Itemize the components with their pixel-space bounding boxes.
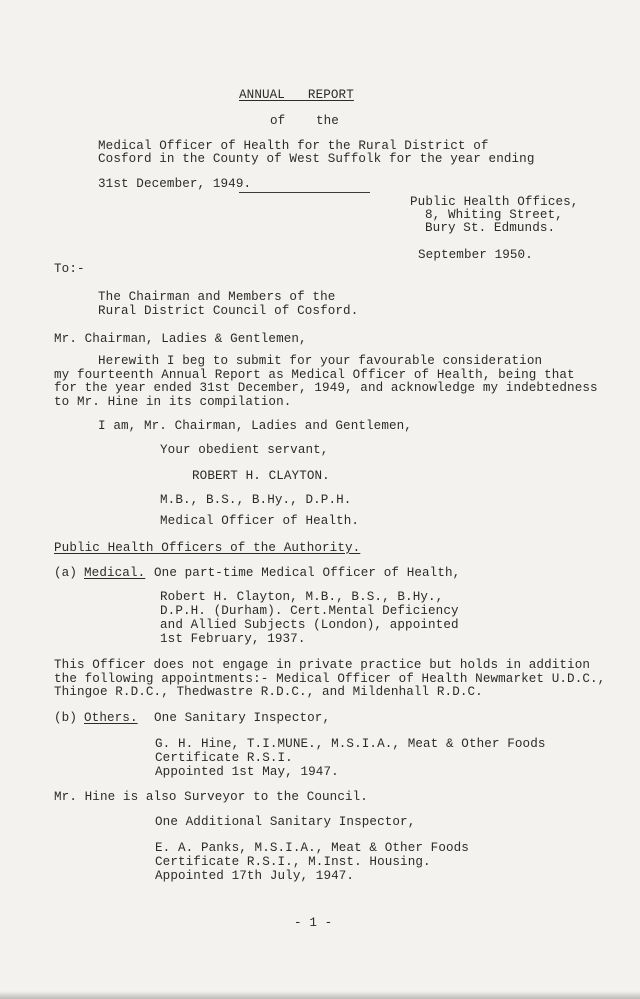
scan-edge-shadow: [0, 991, 640, 999]
address-line: Public Health Offices,: [410, 195, 579, 209]
item-a-detail: Robert H. Clayton, M.B., B.S., B.Hy.,: [160, 590, 444, 604]
body-line: Herewith I beg to submit for your favourable consideration: [98, 354, 543, 368]
report-date: September 1950.: [418, 248, 533, 262]
recipient-line: The Chairman and Members of the: [98, 290, 336, 304]
item-b-label: Others.: [84, 711, 138, 725]
signature-qualifications: M.B., B.S., B.Hy., D.P.H.: [160, 493, 352, 507]
intro-line: Cosford in the County of West Suffolk for the year ending: [98, 152, 535, 166]
item-b-detail: Certificate R.S.I.: [155, 751, 293, 765]
divider-rule: [239, 192, 370, 193]
closing-line: I am, Mr. Chairman, Ladies and Gentlemen,: [98, 419, 412, 433]
address-line: 8, Whiting Street,: [425, 208, 563, 222]
item-a-detail: D.P.H. (Durham). Cert.Mental Deficiency: [160, 604, 459, 618]
additional-detail: E. A. Panks, M.S.I.A., Meat & Other Foods: [155, 841, 469, 855]
item-a-text: One part-time Medical Officer of Health,: [154, 566, 461, 580]
item-a-note: Thingoe R.D.C., Thedwastre R.D.C., and Mildenhall R.D.C.: [54, 685, 483, 699]
item-a-label: Medical.: [84, 566, 146, 580]
additional-detail: Appointed 17th July, 1947.: [155, 869, 355, 883]
report-title-of-the: of the: [270, 114, 339, 128]
intro-line: Medical Officer of Health for the Rural District of: [98, 139, 489, 153]
sign-off: Your obedient servant,: [160, 443, 329, 457]
intro-line: 31st December, 1949.: [98, 177, 252, 191]
body-line: to Mr. Hine in its compilation.: [54, 395, 292, 409]
report-title: ANNUAL REPORT: [239, 88, 354, 102]
additional-inspector: One Additional Sanitary Inspector,: [155, 815, 416, 829]
page-number: - 1 -: [294, 916, 333, 930]
item-a-note: the following appointments:- Medical Officer of Health Newmarket U.D.C.,: [54, 672, 606, 686]
item-a-detail: and Allied Subjects (London), appointed: [160, 618, 459, 632]
address-line: Bury St. Edmunds.: [425, 221, 556, 235]
body-line: for the year ended 31st December, 1949, and acknowledge my indebtedness: [54, 381, 598, 395]
item-b-text: One Sanitary Inspector,: [154, 711, 331, 725]
item-a-detail: 1st February, 1937.: [160, 632, 306, 646]
recipient-line: Rural District Council of Cosford.: [98, 304, 359, 318]
item-b-detail: Appointed 1st May, 1947.: [155, 765, 339, 779]
additional-detail: Certificate R.S.I., M.Inst. Housing.: [155, 855, 431, 869]
surveyor-note: Mr. Hine is also Surveyor to the Council.: [54, 790, 368, 804]
item-b-detail: G. H. Hine, T.I.MUNE., M.S.I.A., Meat & Other Foods: [155, 737, 546, 751]
body-line: my fourteenth Annual Report as Medical Officer of Health, being that: [54, 368, 575, 382]
signature-name: ROBERT H. CLAYTON.: [192, 469, 330, 483]
section-title: Public Health Officers of the Authority.: [54, 541, 361, 555]
to-label: To:-: [54, 262, 85, 276]
item-b-marker: (b): [54, 711, 77, 725]
signature-title: Medical Officer of Health.: [160, 514, 360, 528]
item-a-marker: (a): [54, 566, 77, 580]
item-a-note: This Officer does not engage in private practice but holds in addition: [54, 658, 591, 672]
salutation: Mr. Chairman, Ladies & Gentlemen,: [54, 332, 307, 346]
